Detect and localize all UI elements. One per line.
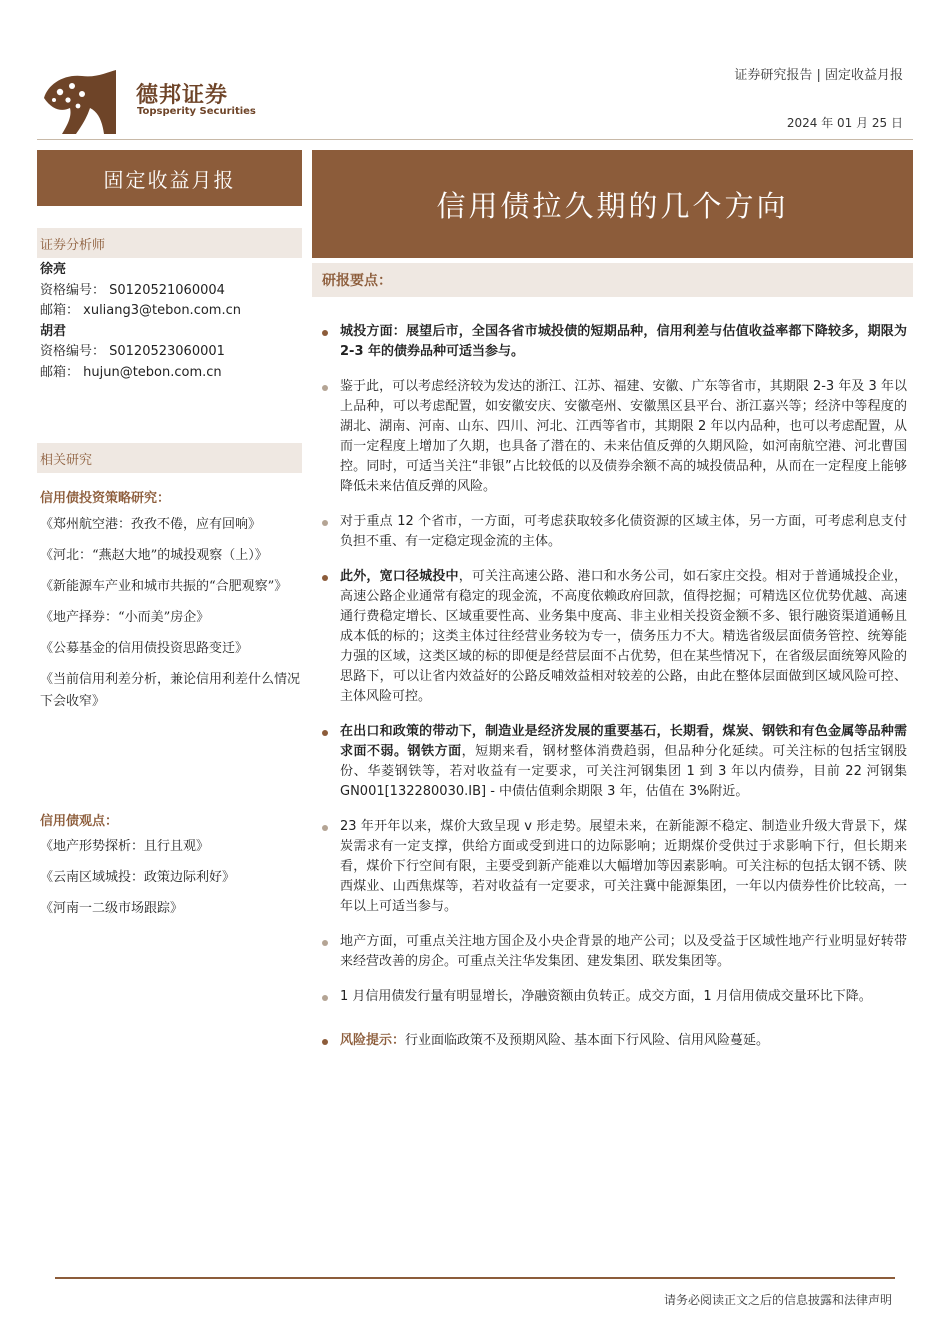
key-point-text: ，短期来看，钢材整体消费趋弱，但品种分化延续。可关注标的包括宝钢股份、华菱钢铁等，若对收益有一定要求，可关注河钢集团 1 到 3 年以内债券，目前 22 河钢集 GN001[132280030.IB] - 中债估值剩余期限 3 年，估值在 3%附近。 bbox=[340, 744, 907, 799]
list-item[interactable]: 《当前信用利差分析，兼论信用利差什么情况下会收窄》 bbox=[40, 672, 301, 709]
brand-name-cn: 德邦证券 bbox=[136, 82, 229, 108]
analyst-email[interactable]: 邮箱： xuliang3@tebon.com.cn bbox=[40, 303, 241, 318]
key-points-list bbox=[322, 322, 907, 1066]
risk-label: 风险提示： bbox=[340, 1033, 406, 1048]
key-point bbox=[322, 567, 907, 707]
key-point-text: ，可关注高速公路、港口和水务公司，如石家庄交投。相对于普通城投企业，高速公路企业通常有稳定的现金流，不高度依赖政府回款，值得挖掘；可精选区位优势优越、高速通行费稳定增长、区域重要性高、业务集中度高、非主业相关投资金额不多、银行融资渠道通畅且成本低的标的；这类主体过往经营业务较为专一，债务压力不大。精选省级层面债务管控、统筹能力强的区域，这类区域的标的即便是经营层面不占优势，但在某些情况下，在省级层面统筹风险的思路下，可以让省内效益好的公路反哺效益相对较差的公路，由此在整体层面做到区域风险可控、主体风险可控。 bbox=[340, 569, 907, 704]
brand-logo bbox=[42, 68, 118, 134]
analyst-block bbox=[40, 260, 241, 383]
key-point-text: 地产方面，可重点关注地方国企及小央企背景的地产公司；以及受益于区域性地产行业明显好转带来经营改善的房企。可重点关注华发集团、建发集团、联发集团等。 bbox=[340, 934, 907, 969]
list-item[interactable]: 《河南一二级市场跟踪》 bbox=[40, 901, 184, 916]
key-point-text: 23 年开年以来，煤价大致呈现 v 形走势。展望未来，在新能源不稳定、制造业升级大背景下，煤炭需求有一定支撑，供给方面或受到进口的边际影响；近期煤价受供过于求影响下行，但长期来看，煤价下行空间有限，主要受到新产能难以大幅增加等因素影响。可关注标的包括太钢不锈、陕西煤业、山西焦煤等，若对收益有一定要求，可关注冀中能源集团，一年以内债券性价比较高，一年以上可适当参与。 bbox=[340, 819, 907, 914]
key-point bbox=[322, 377, 907, 497]
list-item[interactable]: 《新能源车产业和城市共振的“合肥观察”》 bbox=[40, 579, 288, 594]
key-point-text: 城投方面：展望后市，全国各省市城投债的短期品种，信用利差与估值收益率都下降较多，期限为 2-3 年的债券品种可适当参与。 bbox=[340, 324, 907, 359]
key-point bbox=[322, 817, 907, 917]
key-point-lead: 在出口和政策的带动下，制造业是经济发展的重要基石，长期看，煤炭、钢铁和有色金属等品种需求面不弱。钢铁方面 bbox=[340, 724, 907, 759]
analyst-name: 徐亮 bbox=[40, 262, 67, 277]
analyst-cert: 资格编号： S0120521060004 bbox=[40, 282, 225, 298]
list-item[interactable]: 《公募基金的信用债投资思路变迁》 bbox=[40, 641, 249, 656]
key-point bbox=[322, 722, 907, 802]
credit-views-list bbox=[40, 836, 302, 929]
list-item[interactable]: 《云南区域城投：政策边际利好》 bbox=[40, 870, 236, 885]
credit-views-header: 信用债观点： bbox=[40, 814, 119, 829]
footer-disclaimer[interactable]: 请务必阅读正文之后的信息披露和法律声明 bbox=[663, 1293, 892, 1307]
key-point-text: 对于重点 12 个省市，一方面，可考虑获取较多化债资源的区域主体，另一方面，可考虑利息支付负担不重、有一定稳定现金流的主体。 bbox=[340, 514, 907, 549]
analyst-cert: 资格编号： S0120523060001 bbox=[40, 344, 225, 359]
analyst-name: 胡君 bbox=[40, 323, 67, 339]
header-divider bbox=[37, 139, 913, 140]
strategy-research-header: 信用债投资策略研究： bbox=[40, 491, 171, 506]
key-point-lead: 此外，宽口径城投中 bbox=[340, 569, 459, 584]
list-item[interactable]: 《郑州航空港：孜孜不倦，应有回响》 bbox=[40, 517, 262, 532]
report-category-banner: 固定收益月报 bbox=[37, 150, 302, 206]
key-point bbox=[322, 932, 907, 972]
key-point bbox=[322, 512, 907, 552]
report-date: 2024 年 01 月 25 日 bbox=[786, 116, 903, 130]
analyst-section-header: 证券分析师 bbox=[37, 228, 302, 258]
brand-name-en: Topsperity Securities bbox=[137, 106, 256, 117]
risk-warning bbox=[322, 1031, 907, 1051]
related-research-header: 相关研究 bbox=[37, 443, 302, 473]
key-point-text: 鉴于此，可以考虑经济较为发达的浙江、江苏、福建、安徽、广东等省市，其期限 2-3 年及 3 年以上品种，可以考虑配置，如安徽安庆、安徽亳州、安徽黑区县平台、浙江嘉兴等；经济中等程度的湖北、湖南、河南、山东、四川、河北、江西等省市，其期限 2 年以内品种，也可以考虑配置，从而一定程度上增加了久期，也具备了潜在的、未来估值反弹的久期风险，如河南航空港、河北曹国控。同时，可适当关注“非银”占比较低的以及债券余额不高的城投债品种，从而在一定程度上能够降低未来估值反弹的风险。 bbox=[340, 379, 907, 494]
report-title: 信用债拉久期的几个方向 bbox=[312, 150, 913, 258]
list-item[interactable]: 《地产择券：“小而美”房企》 bbox=[40, 610, 210, 625]
key-points-header: 研报要点： bbox=[312, 263, 913, 297]
risk-text: 行业面临政策不及预期风险、基本面下行风险、信用风险蔓延。 bbox=[405, 1033, 770, 1048]
key-point bbox=[322, 987, 907, 1007]
analyst-email[interactable]: 邮箱： hujun@tebon.com.cn bbox=[40, 364, 222, 380]
list-item[interactable]: 《地产形势探析：且行且观》 bbox=[40, 839, 210, 854]
key-point-text: 1 月信用债发行量有明显增长，净融资额由负转正。成交方面，1 月信用债成交量环比下降。 bbox=[340, 989, 872, 1004]
key-point bbox=[322, 322, 907, 362]
list-item[interactable]: 《河北：“燕赵大地”的城投观察（上）》 bbox=[40, 548, 268, 563]
footer-divider bbox=[55, 1277, 895, 1279]
report-type: 证券研究报告 | 固定收益月报 bbox=[734, 68, 903, 83]
strategy-research-list bbox=[40, 514, 302, 722]
